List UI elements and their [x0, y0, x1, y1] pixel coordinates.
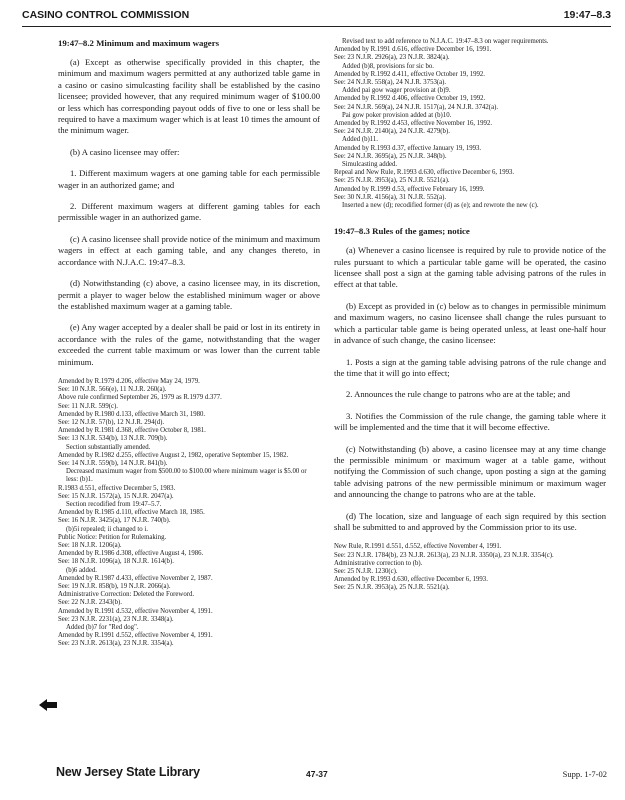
history-note: Amended by R.1986 d.308, effective August 4, 1986.: [58, 550, 204, 558]
history-note: See: 23 N.J.R. 2926(a), 23 N.J.R. 3824(a).: [334, 54, 450, 62]
history-note: Amended by R.1991 d.532, effective November 4, 1991.: [58, 607, 213, 615]
paragraph: (d) The location, size and language of each sign required by this section shall be submitted to and approved by the Commission prior to its use.: [334, 510, 606, 532]
running-header: [22, 9, 611, 21]
history-note: (b)6 added.: [66, 566, 97, 574]
section-heading: 19:47–8.2 Minimum and maximum wagers: [58, 38, 220, 48]
paragraph: 2. Different maximum wagers at different gaming tables for each permissible wager in an authorized game.: [58, 201, 320, 223]
history-note: Added (b)8, provisions for sic bo.: [342, 62, 434, 70]
history-note: Above rule confirmed September 26, 1979 as R.1979 d.377.: [58, 394, 222, 402]
history-note: Section recodified from 19:47–5.7.: [66, 500, 162, 508]
history-note: See: 19 N.J.R. 858(b), 19 N.J.R. 2066(a).: [58, 583, 171, 591]
history-note: Amended by R.1985 d.110, effective March 18, 1985.: [58, 509, 205, 517]
paragraph: (c) Notwithstanding (b) above, a casino licensee may at any time change the permissible minimum or maximum wager at a table game, without notifying the Commission of such change, upon posting a sign at the gaming table advising patrons of the new permissible minimum or maximum wager and announcing the change to patrons who are at the table.: [334, 443, 606, 500]
right-history-notes-top: [334, 38, 606, 210]
history-note: Amended by R.1979 d.206, effective May 24, 1979.: [58, 377, 200, 385]
history-note: See: 24 N.J.R. 3695(a), 25 N.J.R. 348(b).: [334, 152, 447, 160]
section-heading: 19:47–8.3 Rules of the games; notice: [334, 226, 470, 237]
paragraph: 2. Announces the rule change to patrons who are at the table; and: [346, 389, 571, 400]
history-note: See: 13 N.J.R. 534(b), 13 N.J.R. 709(b).: [58, 435, 168, 443]
history-note: See: 23 N.J.R. 2613(a), 23 N.J.R. 3354(a).: [58, 640, 174, 648]
history-note: Amended by R.1992 d.411, effective October 19, 1992.: [334, 70, 486, 78]
history-note: See: 23 N.J.R. 1784(b), 23 N.J.R. 2613(a), 23 N.J.R. 3350(a), 23 N.J.R. 3354(c).: [334, 551, 554, 559]
history-note: See: 18 N.J.R. 1096(a), 18 N.J.R. 1614(b).: [58, 558, 174, 566]
paragraph: (c) A casino licensee shall provide notice of the minimum and maximum wagers in effect at each gaming table, and any changes thereto, in accordance with N.J.A.C. 19:47–8.3.: [58, 233, 320, 267]
left-history-notes: [58, 378, 320, 649]
history-note: Section substantially amended.: [66, 443, 151, 451]
history-note: Administrative Correction: Deleted the Foreword.: [58, 591, 195, 599]
paragraph: 3. Notifies the Commission of the rule change, the gaming table where it will be implemented and the time that it will become effective.: [334, 410, 606, 433]
history-note: Inserted a new (d); recodified former (d) as (e); and rewrote the new (c).: [342, 202, 539, 210]
history-note: See: 18 N.J.R. 1206(a).: [58, 542, 122, 549]
history-note: New Rule, R.1991 d.551, d.552, effective November 4, 1991.: [334, 543, 502, 551]
history-note: Amended by R.1982 d.255, effective August 2, 1982, operative September 15, 1982.: [58, 451, 289, 459]
paragraph: (b) Except as provided in (c) below as to changes in permissible minimum and maximum wagers, no casino licensee shall change the rules pursuant to which a particular table game is being operated unless, at least one-half hour in advance of such change, the casino licensee:: [334, 300, 606, 346]
history-note: See: 22 N.J.R. 2343(b).: [58, 599, 122, 607]
history-note: Amended by R.1992 d.453, effective November 16, 1992.: [334, 120, 493, 128]
page-number: 47-37: [306, 769, 328, 779]
right-history-notes-bottom: [334, 543, 606, 592]
pointing-hand-icon: [38, 698, 58, 712]
history-note: Decreased maximum wager from $500.00 to $100.00 where minimum wager is $5.00 or less: (b)1.: [66, 468, 307, 484]
history-note: Public Notice: Petition for Rulemaking.: [58, 533, 167, 541]
history-note: See: 23 N.J.R. 2231(a), 23 N.J.R. 3348(a).: [58, 615, 174, 623]
paragraph: (a) Except as otherwise specifically provided in this chapter, the minimum and maximum wagers permitted at any authorized table game in a casino or casino simulcasting facility shall be established by the casino licensee; provided however, that any required minimum wager of $100.00 or less which has corresponding payout odds of five to one or less shall be required to have a maximum wager which is at least 10 times the amount of the minimum wager.: [58, 57, 320, 136]
history-note: See: 30 N.J.R. 4156(a), 31 N.J.R. 552(a).: [334, 193, 447, 201]
history-note: Added (b)11.: [342, 136, 378, 144]
history-note: See: 14 N.J.R. 559(b), 14 N.J.R. 841(b).: [58, 459, 168, 467]
history-note: See: 24 N.J.R. 2140(a), 24 N.J.R. 4279(b).: [334, 128, 450, 136]
library-stamp: New Jersey State Library: [56, 765, 200, 779]
left-paragraphs: [58, 57, 320, 368]
paragraph: 1. Posts a sign at the gaming table advising patrons of the rule change and the time that it will go into effect;: [334, 356, 606, 378]
history-note: Amended by R.1993 d.630, effective December 6, 1993.: [334, 576, 488, 584]
history-note: See: 12 N.J.R. 57(b), 12 N.J.R. 294(d).: [58, 418, 165, 426]
history-note: Added (b)7 for "Red dog".: [66, 624, 139, 632]
history-note: See: 24 N.J.R. 569(a), 24 N.J.R. 1517(a), 24 N.J.R. 3742(a).: [334, 103, 499, 111]
history-note: Amended by R.1991 d.552, effective November 4, 1991.: [58, 632, 213, 640]
history-note: Amended by R.1987 d.433, effective November 2, 1987.: [58, 574, 213, 582]
history-note: Added pai gow wager provision at (b)9.: [342, 87, 451, 95]
history-note: See: 16 N.J.R. 3425(a), 17 N.J.R. 740(b).: [58, 517, 171, 525]
history-note: Amended by R.1991 d.616, effective December 16, 1991.: [334, 46, 492, 54]
left-column: [58, 38, 320, 649]
history-note: Amended by R.1980 d.133, effective March 31, 1980.: [58, 410, 206, 418]
history-note: See: 11 N.J.R. 599(c).: [58, 402, 118, 410]
history-note: Amended by R.1981 d.368, effective October 8, 1981.: [58, 427, 206, 435]
history-note: Amended by R.1999 d.53, effective February 16, 1999.: [334, 185, 485, 193]
page-footer: [22, 765, 611, 785]
history-note: R.1983 d.551, effective December 5, 1983.: [58, 484, 176, 492]
header-section: 19:47–8.3: [563, 9, 611, 21]
header-rule: [22, 26, 611, 27]
history-note: See: 10 N.J.R. 566(e), 11 N.J.R. 260(a).: [58, 386, 167, 394]
right-column: [334, 38, 606, 593]
paragraph: (e) Any wager accepted by a dealer shall be paid or lost in its entirety in accordance with the rules of the game, notwithstanding that the wager exceeded the current table maximum or was lower than the current table minimum.: [58, 322, 320, 367]
history-note: See: 25 N.J.R. 3953(a), 25 N.J.R. 5521(a).: [334, 584, 450, 592]
history-note: See: 25 N.J.R. 3953(a), 25 N.J.R. 5521(a).: [334, 177, 450, 185]
history-note: Amended by R.1993 d.37, effective January 19, 1993.: [334, 144, 482, 152]
history-note: Pai gow poker provision added at (b)10.: [342, 111, 452, 119]
history-note: See: 15 N.J.R. 1572(a), 15 N.J.R. 2047(a).: [58, 492, 174, 500]
history-note: (b)5i repealed; ii changed to i.: [66, 525, 148, 533]
paragraph: 1. Different maximum wagers at one gaming table for each permissible wager in an authorized game; and: [58, 168, 320, 190]
history-note: See: 25 N.J.R. 1230(c).: [334, 568, 398, 575]
history-note: Simulcasting added.: [342, 161, 398, 169]
paragraph: (b) A casino licensee may offer:: [70, 146, 180, 157]
history-note: Amended by R.1992 d.406, effective October 19, 1992.: [334, 95, 486, 103]
history-note: See: 24 N.J.R. 558(a), 24 N.J.R. 3753(a).: [334, 79, 447, 87]
history-note: Administrative correction to (b).: [334, 559, 423, 567]
paragraph: (d) Notwithstanding (c) above, a casino licensee may, in its discretion, permit a player to wager below the established minimum wager or above the established maximum wager at a gaming table.: [58, 278, 320, 311]
right-paragraphs: [334, 245, 606, 533]
history-note: Repeal and New Rule, R.1993 d.630, effective December 6, 1993.: [334, 169, 515, 177]
paragraph: (a) Whenever a casino licensee is required by rule to provide notice of the rules pursuant to which a particular table game will be operated, the casino licensee shall post a sign at the gaming table advising patrons of the rules in effect at that table.: [334, 245, 606, 290]
history-note: Revised text to add reference to N.J.A.C. 19:47–8.3 on wager requirements.: [342, 38, 549, 45]
supplement-date: Supp. 1-7-02: [562, 769, 607, 779]
header-title: CASINO CONTROL COMMISSION: [22, 9, 190, 21]
